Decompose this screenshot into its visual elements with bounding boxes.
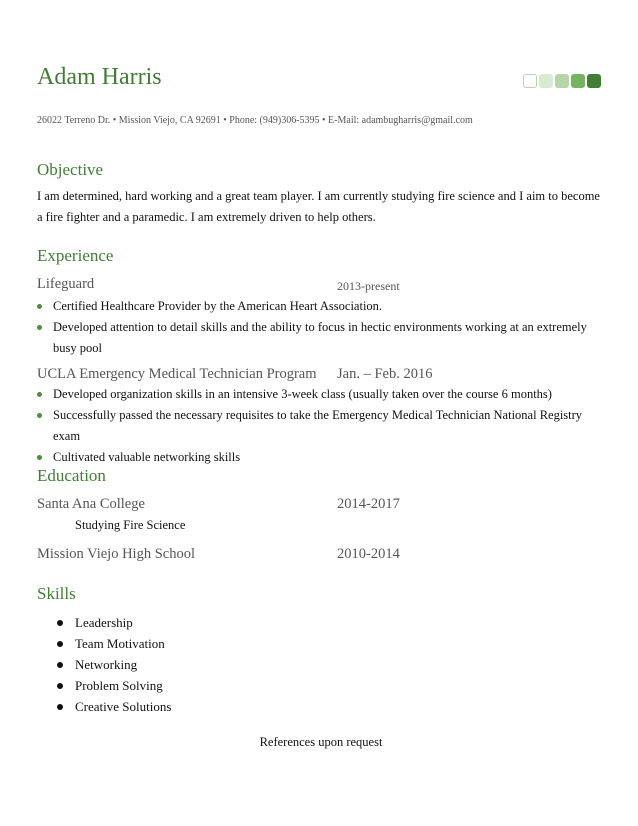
list-item: Developed organization skills in an intensive 3-week class (usually taken over the course 6 months) — [37, 384, 605, 405]
accent-square — [523, 74, 537, 88]
job-date: Jan. – Feb. 2016 — [337, 366, 433, 382]
bullet-icon — [37, 455, 42, 460]
school-name: Santa Ana College — [37, 496, 145, 512]
accent-square — [587, 74, 601, 88]
bullet-icon — [37, 413, 42, 418]
experience-heading: Experience — [37, 246, 114, 265]
bullet-icon — [57, 683, 63, 689]
accent-squares — [523, 74, 601, 88]
bullet-icon — [57, 704, 63, 710]
objective-heading: Objective — [37, 160, 104, 179]
job-title: UCLA Emergency Medical Technician Program — [37, 366, 317, 382]
references-note: References upon request — [259, 735, 383, 749]
bullet-icon — [37, 392, 42, 397]
bullet-icon — [37, 304, 42, 309]
education-heading: Education — [37, 466, 106, 485]
accent-square — [539, 74, 553, 88]
job-bullets — [37, 296, 605, 359]
list-item: Developed attention to detail skills and the ability to focus in hectic environments working at an extremely busy pool — [37, 317, 605, 359]
school-date: 2010-2014 — [337, 546, 400, 562]
candidate-name: Adam Harris — [37, 64, 162, 90]
job-title: Lifeguard — [37, 276, 95, 292]
list-item: Certified Healthcare Provider by the American Heart Association. — [37, 296, 605, 317]
job-bullets — [37, 384, 605, 468]
list-item: Networking — [57, 654, 171, 675]
skills-list — [57, 612, 171, 717]
list-item: Leadership — [57, 612, 171, 633]
resume-page — [37, 0, 607, 826]
list-item: Cultivated valuable networking skills — [37, 447, 605, 468]
bullet-icon — [57, 641, 63, 647]
bullet-icon — [57, 620, 63, 626]
job-date: 2013-present — [337, 279, 400, 293]
list-item: Creative Solutions — [57, 696, 171, 717]
school-name: Mission Viejo High School — [37, 546, 195, 562]
school-detail: Studying Fire Science — [75, 518, 186, 532]
bullet-icon — [57, 662, 63, 668]
school-date: 2014-2017 — [337, 496, 400, 512]
contact-info: 26022 Terreno Dr. • Mission Viejo, CA 92691 • Phone: (949)306-5395 • E-Mail: adambugharris@gmail.com — [37, 115, 473, 126]
list-item: Problem Solving — [57, 675, 171, 696]
accent-square — [555, 74, 569, 88]
objective-text: I am determined, hard working and a great team player. I am currently studying fire science and I aim to become a fire fighter and a paramedic. I am extremely driven to help others. — [37, 189, 600, 224]
list-item: Successfully passed the necessary requisites to take the Emergency Medical Technician National Registry exam — [37, 405, 605, 447]
bullet-icon — [37, 325, 42, 330]
skills-heading: Skills — [37, 584, 76, 603]
accent-square — [571, 74, 585, 88]
list-item: Team Motivation — [57, 633, 171, 654]
